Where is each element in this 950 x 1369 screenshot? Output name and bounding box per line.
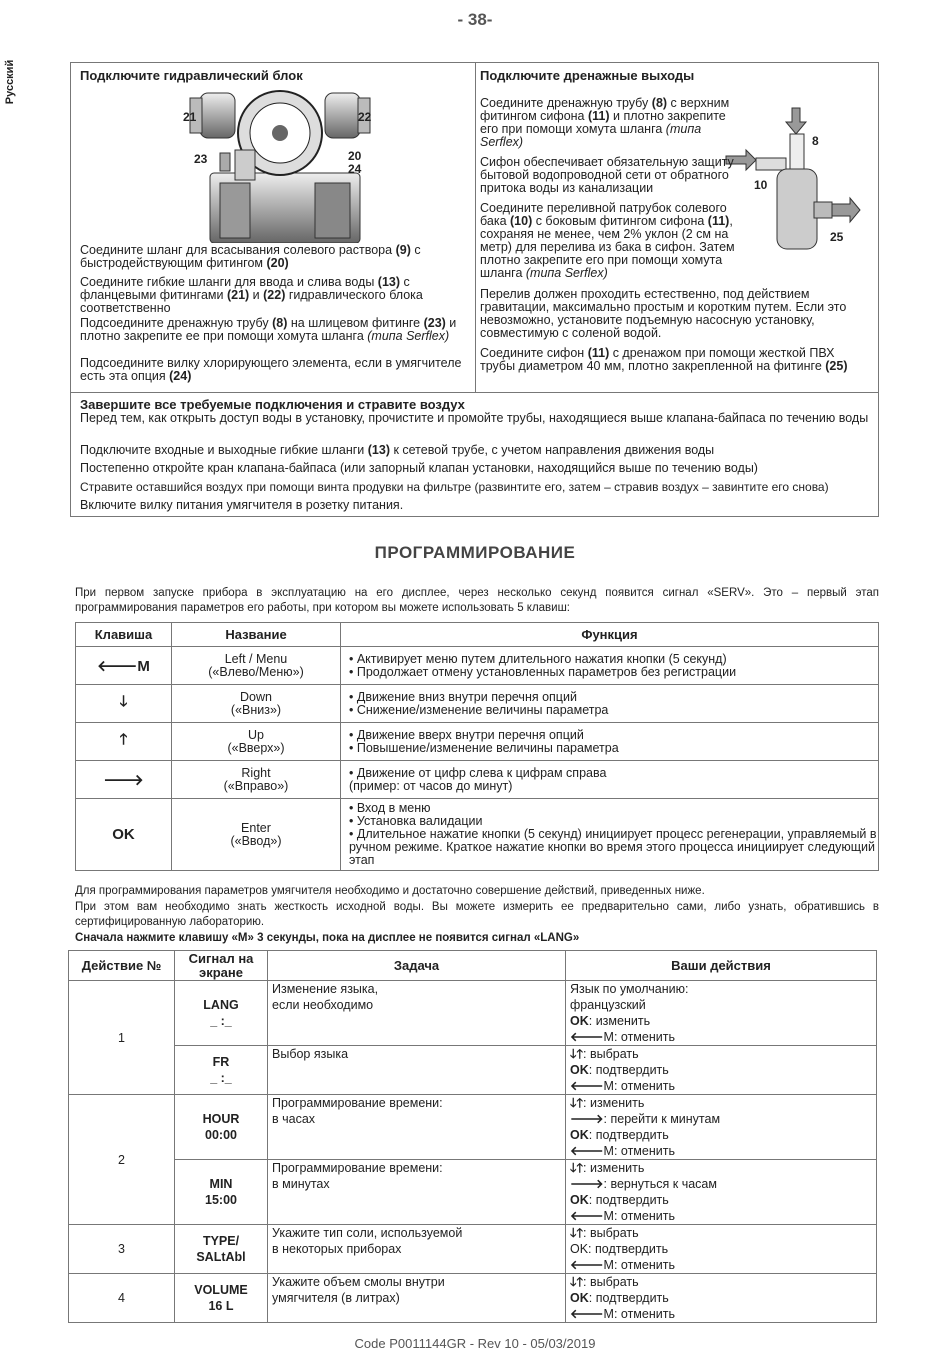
table-row	[69, 1274, 877, 1323]
table-row	[76, 685, 879, 723]
key-name: Right («Вправо»)	[172, 761, 341, 799]
label-10: 10	[754, 178, 768, 192]
finish-line-4: Стравите оставшийся воздух при помощи винта продувки на фильтре (развинтите его, затем – стравив воздух – завинтите его снова)	[80, 480, 829, 494]
label-8: 8	[812, 134, 819, 148]
down-up-arrows-icon: 🡓🡑	[570, 1096, 584, 1110]
siphon-illustration	[722, 104, 872, 254]
finish-title: Завершите все требуемые подключения и стравите воздух	[80, 397, 465, 412]
step-number: 1	[69, 981, 175, 1095]
right-arrow-icon: 🡒	[570, 1177, 604, 1191]
your-actions: 🡓🡑: изменить 🡒: вернуться к часам OK: подтвердить 🡐M: отменить	[566, 1160, 877, 1225]
your-actions: 🡓🡑: выбрать OK: подтвердить 🡐M: отменить	[566, 1046, 877, 1095]
steps-header-your-actions: Ваши действия	[566, 951, 877, 981]
key-name: Left / Menu («Влево/Меню»)	[172, 647, 341, 685]
left-arrow-icon: 🡐	[570, 1079, 604, 1093]
finish-line-3: Постепенно откройте кран клапана-байпаса (или запорный клапан установки, находящийся выше по течению воды)	[80, 461, 758, 475]
key-left-menu-icon: 🡐M	[76, 647, 172, 685]
key-function: • Вход в меню • Установка валидации • Длительное нажатие кнопки (5 секунд) инициирует процесс регенерации, управляемый в ручном режиме. Краткое нажатие кнопки во время этого процесса инициирует следующий этап	[341, 799, 879, 871]
drain-paragraph-5: Соедините сифон (11) с дренажом при помощи жесткой ПВХ трубы диаметром 40 мм, плотно закрепленной на фитинге (25)	[480, 346, 848, 373]
steps-table	[68, 950, 877, 1323]
keys-header-name: Название	[172, 623, 341, 647]
table-row	[76, 799, 879, 871]
drain-title: Подключите дренажные выходы	[480, 68, 695, 83]
programming-heading: ПРОГРАММИРОВАНИЕ	[374, 543, 576, 562]
table-row	[76, 723, 879, 761]
keys-header-key: Клавиша	[76, 623, 172, 647]
table-row	[69, 981, 877, 1046]
language-side-label: Русский	[4, 59, 16, 105]
key-name: Enter («Ввод»)	[172, 799, 341, 871]
task: Изменение языка, если необходимо	[268, 981, 566, 1046]
label-25: 25	[830, 230, 844, 244]
step-number: 4	[69, 1274, 175, 1323]
note-3: Сначала нажмите клавишу «M» 3 секунды, пока на дисплее не появится сигнал «LANG»	[75, 932, 580, 944]
table-row	[69, 1160, 877, 1225]
your-actions: 🡓🡑: изменить 🡒: перейти к минутам OK: подтвердить 🡐M: отменить	[566, 1095, 877, 1160]
left-arrow-icon: 🡐	[570, 1030, 604, 1044]
table-row	[69, 1225, 877, 1274]
key-function: • Движение вниз внутри перечня опций • Снижение/изменение величины параметра	[341, 685, 879, 723]
keys-table	[75, 622, 879, 871]
page-number: - 38-	[457, 10, 493, 29]
finish-line-1: Перед тем, как открыть доступ воды в установку, прочистите и промойте трубы, находящиеся выше клапана-байпаса по течению воды	[80, 411, 869, 425]
hydraulic-title: Подключите гидравлический блок	[80, 68, 303, 83]
drain-paragraph-1: Соедините дренажную трубу (8) с верхним фитингом сифона (11) и плотно закрепите его при помощи хомута шланга (типа Serflex)	[480, 96, 730, 149]
hydraulic-paragraph-2: Соедините гибкие шланги для ввода и слива воды (13) с фланцевыми фитингами (21) и (22) гидравлического блока соответственно	[80, 275, 423, 315]
down-up-arrows-icon: 🡓🡑	[570, 1275, 584, 1289]
display-signal: VOLUME 16 L	[175, 1274, 268, 1323]
drain-paragraph-2: Сифон обеспечивает обязательную защиту бытовой водопроводной сети от обратного притока воды из канализации	[480, 155, 734, 195]
display-signal: HOUR 00:00	[175, 1095, 268, 1160]
table-row	[69, 1046, 877, 1095]
key-function: • Движение вверх внутри перечня опций • Повышение/изменение величины параметра	[341, 723, 879, 761]
label-24: 24	[348, 162, 362, 176]
label-20: 20	[348, 149, 362, 163]
display-signal: MIN 15:00	[175, 1160, 268, 1225]
steps-header-action: Действие №	[69, 951, 175, 981]
left-arrow-icon: 🡐	[570, 1209, 604, 1223]
hydraulic-paragraph-3: Подсоедините дренажную трубу (8) на шлицевом фитинге (23) и плотно закрепите ее при помощи хомута шланга (типа Serflex)	[80, 316, 457, 343]
down-up-arrows-icon: 🡓🡑	[570, 1047, 584, 1061]
document-code-footer: Code P0011144GR - Rev 10 - 05/03/2019	[354, 1336, 596, 1351]
left-arrow-icon: 🡐	[570, 1144, 604, 1158]
steps-header-task: Задача	[268, 951, 566, 981]
drain-paragraph-4: Перелив должен проходить естественно, под действием гравитации, максимально простым и коротким путем. Если это невозможно, установите подъемную насосную установку, совместимую с соленой водой.	[480, 287, 847, 340]
task: Программирование времени: в часах	[268, 1095, 566, 1160]
display-signal: LANG _ :_	[175, 981, 268, 1046]
table-row	[76, 761, 879, 799]
left-arrow-icon: 🡐	[570, 1258, 604, 1272]
your-actions: Язык по умолчанию: французский OK: изменить 🡐M: отменить	[566, 981, 877, 1046]
label-21: 21	[183, 110, 197, 124]
key-up-icon: 🡑	[76, 723, 172, 761]
key-function: • Активирует меню путем длительного нажатия кнопки (5 секунд) • Продолжает отмену установленных параметров без регистрации	[341, 647, 879, 685]
finish-line-2: Подключите входные и выходные гибкие шланги (13) к сетевой трубе, с учетом направления движения воды	[80, 443, 715, 457]
row-divider	[70, 392, 879, 393]
key-function: • Движение от цифр слева к цифрам справа (пример: от часов до минут)	[341, 761, 879, 799]
hydraulic-paragraph-1: Соедините шланг для всасывания солевого раствора (9) с быстродействующим фитингом (20)	[80, 243, 421, 270]
task: Укажите тип соли, используемой в некоторых приборах	[268, 1225, 566, 1274]
label-22: 22	[358, 110, 372, 124]
right-arrow-icon: 🡒	[570, 1112, 604, 1126]
keys-header-function: Функция	[341, 623, 879, 647]
task: Выбор языка	[268, 1046, 566, 1095]
your-actions: 🡓🡑: выбрать OK: подтвердить 🡐M: отменить	[566, 1274, 877, 1323]
task: Укажите объем смолы внутри умягчителя (в литрах)	[268, 1274, 566, 1323]
note-1: Для программирования параметров умягчителя необходимо и достаточно совершение действий, приведенных ниже.	[75, 885, 705, 897]
table-row	[76, 647, 879, 685]
left-arrow-icon: 🡐	[570, 1307, 604, 1321]
key-ok: OK	[76, 799, 172, 871]
down-up-arrows-icon: 🡓🡑	[570, 1226, 584, 1240]
key-down-icon: 🡓	[76, 685, 172, 723]
table-row	[69, 1095, 877, 1160]
note-2: При этом вам необходимо знать жесткость исходной воды. Вы можете измерить ее предварительно сами, либо узнать, обратившись в сертифицированную лабораторию.	[75, 901, 879, 928]
hydraulic-paragraph-4: Подсоедините вилку хлорирующего элемента, если в умягчителе есть эта опция (24)	[80, 356, 462, 383]
key-name: Up («Вверх»)	[172, 723, 341, 761]
finish-line-5: Включите вилку питания умягчителя в розетку питания.	[80, 498, 404, 512]
column-divider	[475, 62, 476, 392]
key-name: Down («Вниз»)	[172, 685, 341, 723]
step-number: 3	[69, 1225, 175, 1274]
label-23: 23	[194, 152, 208, 166]
programming-intro: При первом запуске прибора в эксплуатацию на его дисплее, через несколько секунд появится сигнал «SERV». Это – первый этап программирования параметров его работы, при котором вы можете использовать 5 клавиш:	[75, 587, 879, 614]
your-actions: 🡓🡑: выбрать OK: подтвердить 🡐M: отменить	[566, 1225, 877, 1274]
steps-header-signal: Сигнал на экране	[175, 951, 268, 981]
task: Программирование времени: в минутах	[268, 1160, 566, 1225]
key-right-icon: 🡒	[76, 761, 172, 799]
display-signal: FR _ :_	[175, 1046, 268, 1095]
display-signal: TYPE/ SALtAbl	[175, 1225, 268, 1274]
down-up-arrows-icon: 🡓🡑	[570, 1161, 584, 1175]
drain-paragraph-3: Соедините переливной патрубок солевого бака (10) с боковым фитингом сифона (11), сохраняя не менее, чем 2% уклон (2 см на метр) для перелива из бака в сифон. Затем плотно закрепите его при помощи хомута шланга (типа Serflex)	[480, 201, 735, 280]
step-number: 2	[69, 1095, 175, 1225]
